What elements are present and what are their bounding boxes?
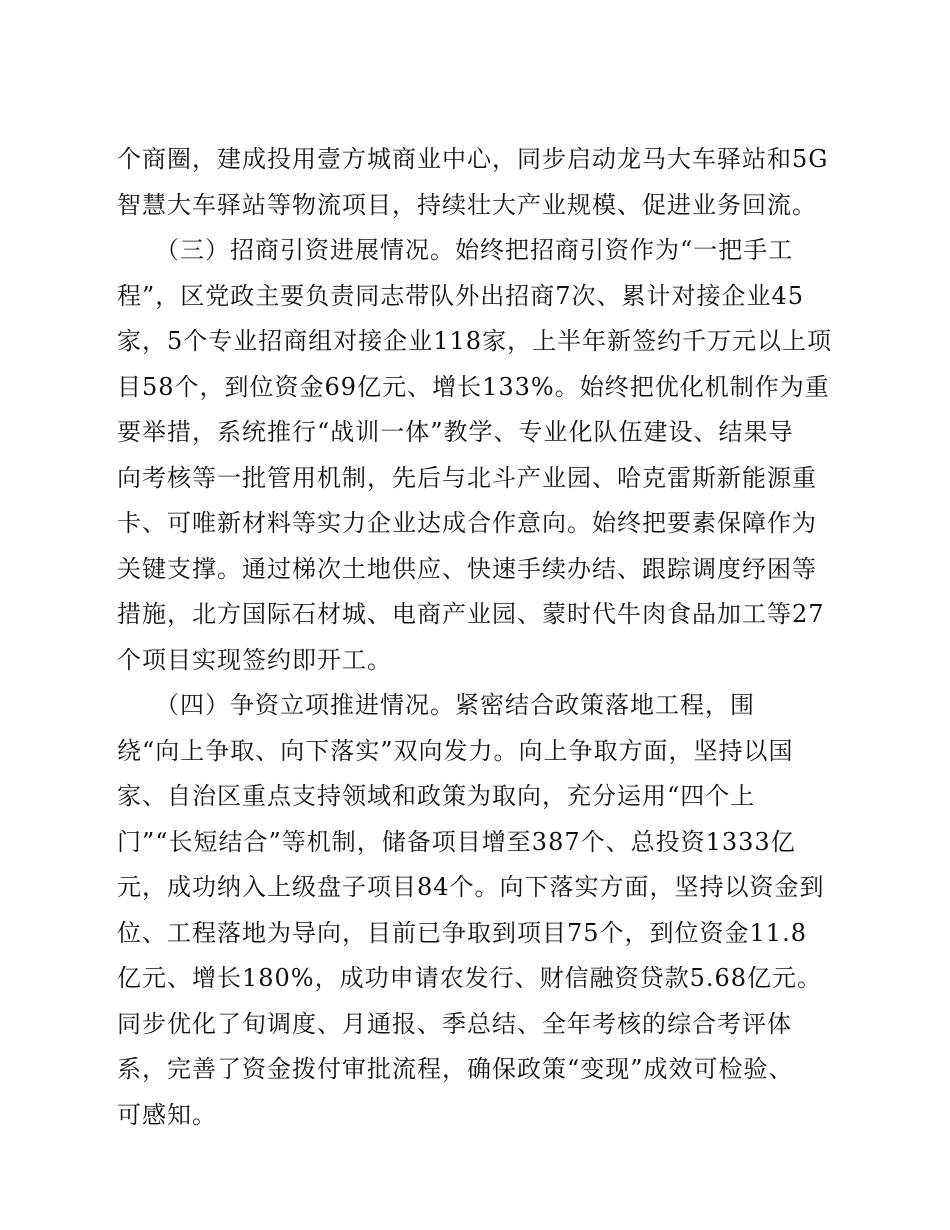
text-line: 系，完善了资金拨付审批流程，确保政策“变现”成效可检验、 [117, 1055, 794, 1083]
text-line: 元，成功纳入上级盘子项目84个。向下落实方面，坚持以资金到 [117, 873, 825, 901]
text-line: 智慧大车驿站等物流项目，持续壮大产业规模、促进业务回流。 [117, 190, 817, 219]
text-line: 卡、可唯新材料等实力企业达成合作意向。始终把要素保障作为 [117, 509, 817, 537]
section-heading-line: （四）争资立项推进情况。紧密结合政策落地工程，围 [117, 691, 755, 719]
text-line: 位、工程落地为导向，目前已争取到项目75个，到位资金11.8 [117, 918, 807, 947]
text-line: 目58个，到位资金69亿元、增长133%。始终把优化机制作为重 [117, 372, 830, 401]
text-line: 可感知。 [117, 1100, 217, 1129]
text-line: 向考核等一批管用机制，先后与北斗产业园、哈克雷斯新能源重 [117, 463, 817, 492]
text-line: 亿元、增长180%，成功申请农发行、财信融资贷款5.68亿元。 [117, 964, 823, 992]
text-line: 门”“长短结合”等机制，储备项目增至387个、总投资1333亿 [117, 827, 796, 856]
section-heading-line: （三）招商引资进展情况。始终把招商引资作为“一把手工 [117, 236, 794, 264]
text-line: 关键支撑。通过梯次土地供应、快速手续办结、跟踪调度纾困等 [117, 554, 817, 583]
text-line: 绕“向上争取、向下落实”双向发力。向上争取方面，坚持以国 [117, 736, 794, 765]
text-line: 程”，区党政主要负责同志带队外出招商7次、累计对接企业45 [117, 281, 805, 310]
text-line: 同步优化了旬调度、月通报、季总结、全年考核的综合考评体 [117, 1009, 792, 1038]
text-line: 措施，北方国际石材城、电商产业园、蒙时代牛肉食品加工等27 [117, 600, 825, 628]
text-line: 家，5个专业招商组对接企业118家，上半年新签约千万元以上项 [117, 327, 833, 355]
document-body [117, 137, 837, 1138]
text-line: 个商圈，建成投用壹方城商业中心，同步启动龙马大车驿站和5G [117, 145, 829, 173]
text-line: 要举措，系统推行“战训一体”教学、专业化队伍建设、结果导 [117, 418, 794, 446]
text-line: 个项目实现签约即开工。 [117, 645, 392, 674]
text-line: 家、自治区重点支持领域和政策为取向，充分运用“四个上 [117, 782, 756, 810]
